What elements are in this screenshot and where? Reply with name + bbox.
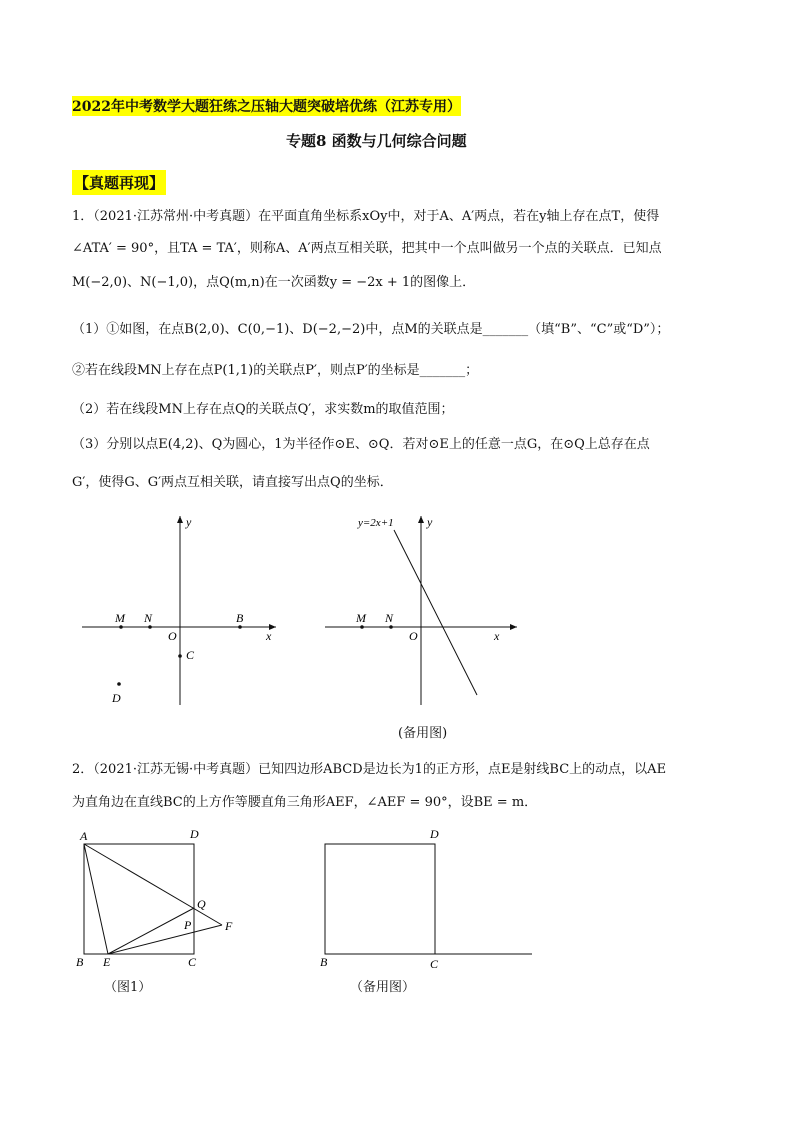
q1-part3: （3）分别以点E(4,2)、Q为圆心，1为半径作⊙E、⊙Q．若对⊙E上的任意一点G，在⊙Q上总存在点 bbox=[72, 437, 650, 452]
q2-fig1-ef bbox=[108, 925, 222, 954]
fig2-line bbox=[394, 530, 477, 695]
section-heading: 【真题再现】 bbox=[72, 170, 166, 195]
q2-fig1-q: Q bbox=[197, 897, 206, 911]
fig1-point-d bbox=[117, 682, 121, 686]
q2-figures bbox=[0, 820, 794, 1000]
q1-part3b: G′，使得G、G′两点互相关联，请直接写出点Q的坐标． bbox=[72, 475, 393, 490]
q2-caption-2: （备用图） bbox=[350, 980, 416, 995]
fig1-c-label: C bbox=[186, 648, 195, 662]
q2-fig1-a: A bbox=[80, 829, 88, 843]
fig1-x-label: x bbox=[266, 629, 272, 643]
fig1-m-label: M bbox=[115, 611, 125, 625]
fig1-origin-label: O bbox=[168, 629, 177, 643]
fig2-point-m bbox=[360, 625, 364, 629]
q1-figures bbox=[0, 500, 794, 750]
fig1-y-label: y bbox=[186, 515, 192, 529]
fig1-point-n bbox=[148, 625, 152, 629]
q2-fig1-eq bbox=[108, 908, 194, 954]
topic-title: 专题8 函数与几何综合问题 bbox=[286, 132, 467, 150]
q2-fig1-d: D bbox=[190, 827, 199, 841]
fig1-point-m bbox=[119, 625, 123, 629]
q2-fig1-ae bbox=[84, 844, 108, 954]
q1-line1: 1．（2021·江苏常州·中考真题）在平面直角坐标系xOy中，对于A、A′两点，若在y轴上存在点T，使得 bbox=[72, 209, 660, 224]
q2-fig2-b: B bbox=[320, 955, 328, 969]
q2-fig2-d: D bbox=[430, 827, 439, 841]
fig1-n-label: N bbox=[144, 611, 153, 625]
fig2-point-n bbox=[389, 625, 393, 629]
series-title: 2022年中考数学大题狂练之压轴大题突破培优练（江苏专用） bbox=[72, 96, 461, 116]
q2-caption-1: （图1） bbox=[104, 980, 152, 995]
fig2-m-label: M bbox=[356, 611, 366, 625]
q1-part2: （2）若在线段MN上存在点Q的关联点Q′，求实数m的取值范围； bbox=[72, 402, 454, 417]
fig2-y-label: y bbox=[427, 515, 433, 529]
fig2-line-label: y=2x+1 bbox=[358, 517, 394, 529]
q2-fig2-square bbox=[325, 844, 435, 954]
fig1-d-label: D bbox=[112, 691, 121, 705]
q2-fig1-af bbox=[84, 844, 222, 925]
q2-fig1-f: F bbox=[225, 919, 233, 933]
fig2-origin-label: O bbox=[409, 629, 418, 643]
q2-fig1-p: P bbox=[184, 918, 192, 932]
q1-line2: ∠ATA′ = 90°，且TA = TA′，则称A、A′两点互相关联，把其中一个点叫做另一个点的关联点．已知点 bbox=[72, 241, 662, 256]
q2-fig1-e: E bbox=[103, 955, 111, 969]
fig2-x-label: x bbox=[494, 629, 500, 643]
q2-fig1-b: B bbox=[76, 955, 84, 969]
q1-part1: （1）①如图，在点B(2,0)、C(0,−1)、D(−2,−2)中，点M的关联点是_______（填“B”、“C”或“D”）； bbox=[72, 322, 670, 337]
fig1-point-c bbox=[178, 654, 182, 658]
q1-caption: (备用图) bbox=[398, 726, 448, 741]
q2-line1: 2．（2021·江苏无锡·中考真题）已知四边形ABCD是边长为1的正方形，点E是射线BC上的动点，以AE bbox=[72, 762, 667, 777]
fig1-point-b bbox=[238, 625, 242, 629]
q1-part1b: ②若在线段MN上存在点P(1,1)的关联点P′，则点P′的坐标是_______； bbox=[72, 363, 479, 378]
q2-fig1-c: C bbox=[188, 955, 197, 969]
fig2-n-label: N bbox=[385, 611, 394, 625]
q1-line3: M(−2,0)、N(−1,0)，点Q(m,n)在一次函数y = −2x + 1的图像上． bbox=[72, 275, 476, 290]
q2-fig2-c: C bbox=[430, 957, 439, 971]
q2-line2: 为直角边在直线BC的上方作等腰直角三角形AEF，∠AEF = 90°，设BE = m． bbox=[72, 795, 538, 810]
fig1-b-label: B bbox=[236, 611, 244, 625]
